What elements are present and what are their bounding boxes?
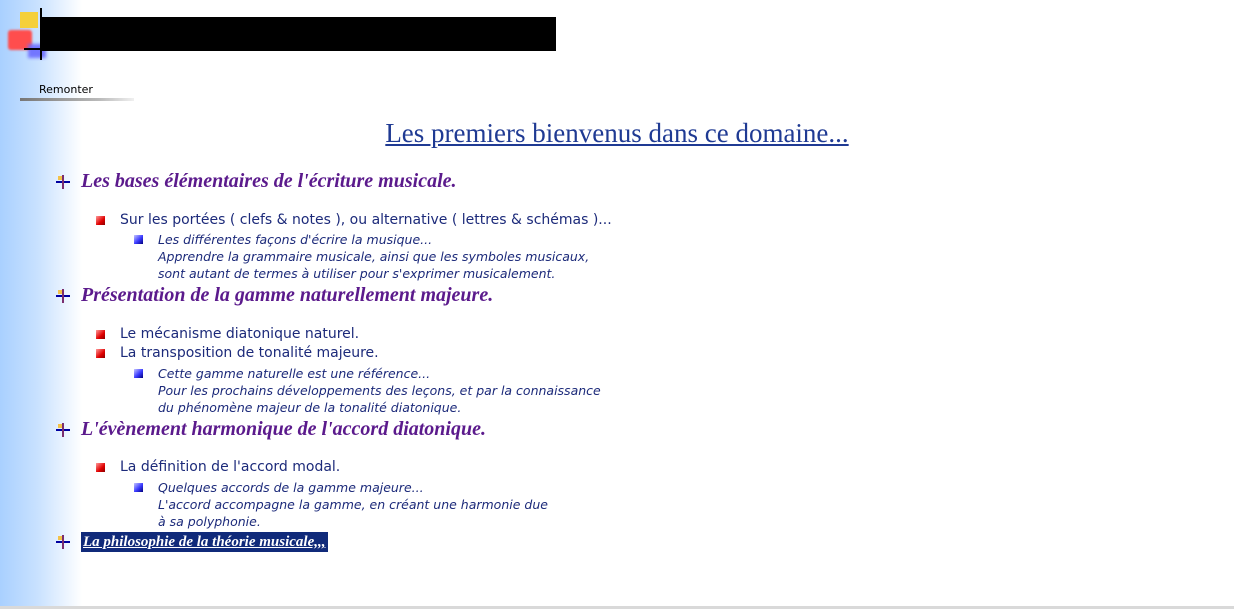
cross-bullet-icon — [56, 423, 70, 437]
cross-bullet-icon — [56, 535, 70, 549]
redacted-title-banner — [40, 17, 556, 51]
red-square-bullet-icon — [96, 349, 105, 358]
list-item-label[interactable]: La transposition de tonalité majeure. — [120, 345, 379, 361]
red-square-bullet-icon — [96, 330, 105, 339]
blue-square-bullet-icon — [134, 369, 143, 378]
list-item-label[interactable]: La définition de l'accord modal. — [120, 459, 341, 475]
description-line: Pour les prochains développements des leçons, et par la connaissance — [158, 383, 601, 398]
description-line: L'accord accompagne la gamme, en créant une harmonie due — [158, 497, 548, 512]
description-line: Apprendre la grammaire musicale, ainsi que les symboles musicaux, — [158, 249, 590, 264]
section-heading[interactable]: Les bases élémentaires de l'écriture musicale. — [81, 170, 457, 192]
description-line: du phénomène majeur de la tonalité diatonique. — [158, 400, 462, 415]
section-heading[interactable]: Présentation de la gamme naturellement majeure. — [81, 284, 494, 306]
blue-square-bullet-icon — [134, 235, 143, 244]
nav-underline — [20, 98, 134, 101]
nav-up-label: Remonter — [39, 83, 93, 96]
list-item-label[interactable]: Sur les portées ( clefs & notes ), ou alternative ( lettres & schémas )... — [120, 212, 612, 228]
description-line: Cette gamme naturelle est une référence... — [158, 366, 431, 381]
philosophy-link[interactable]: La philosophie de la théorie musicale,,, — [83, 534, 326, 550]
cross-bullet-icon — [56, 289, 70, 303]
description-line: sont autant de termes à utiliser pour s'exprimer musicalement. — [158, 266, 556, 281]
red-square-bullet-icon — [96, 463, 105, 472]
description-line: à sa polyphonie. — [158, 514, 261, 529]
list-item-label[interactable]: Le mécanisme diatonique naturel. — [120, 326, 360, 342]
section-heading[interactable]: L'évènement harmonique de l'accord diatonique. — [81, 418, 486, 440]
cross-bullet-icon — [56, 175, 70, 189]
page-title-link[interactable]: Les premiers bienvenus dans ce domaine... — [385, 118, 849, 148]
description-line: Quelques accords de la gamme majeure... — [158, 480, 424, 495]
blue-square-bullet-icon — [134, 483, 143, 492]
red-square-bullet-icon — [96, 216, 105, 225]
nav-up-button[interactable] — [20, 83, 134, 101]
description-line: Les différentes façons d'écrire la musique... — [158, 232, 433, 247]
